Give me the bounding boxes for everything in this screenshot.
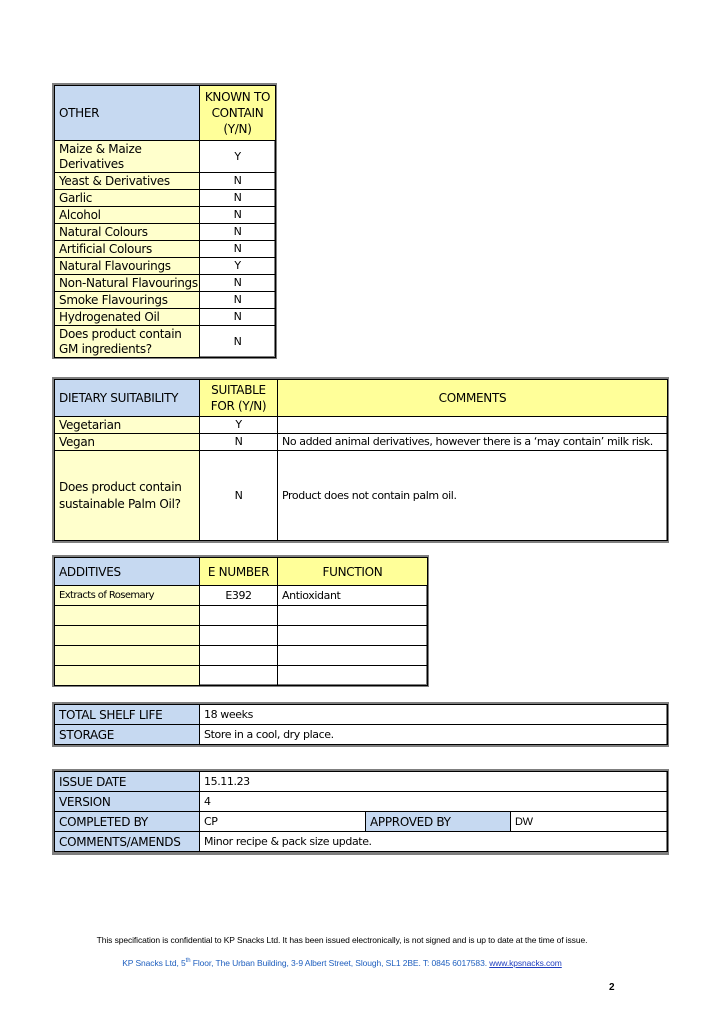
additive-row-enumber bbox=[200, 606, 278, 626]
additive-row-label bbox=[55, 646, 200, 666]
additive-row-function bbox=[278, 626, 428, 646]
additive-row-enumber bbox=[200, 666, 278, 686]
issue-date-value: 15.11.23 bbox=[200, 772, 668, 792]
completed-by-label: COMPLETED BY bbox=[55, 812, 200, 832]
dietary-row-value: N bbox=[200, 434, 278, 451]
shelf-life-table bbox=[52, 702, 669, 747]
additive-row-label bbox=[55, 626, 200, 646]
dietary-row-comment: Product does not contain palm oil. bbox=[278, 451, 668, 541]
version-value: 4 bbox=[200, 792, 668, 812]
other-row-value: N bbox=[200, 173, 276, 190]
other-row-value: N bbox=[200, 241, 276, 258]
address-prefix: KP Snacks Ltd, 5 bbox=[122, 958, 186, 968]
approved-by-value: DW bbox=[511, 812, 668, 832]
page-number: 2 bbox=[609, 982, 615, 993]
additive-row-function bbox=[278, 646, 428, 666]
other-row-value: N bbox=[200, 275, 276, 292]
storage-label: STORAGE bbox=[55, 725, 200, 745]
address-superscript: th bbox=[185, 958, 191, 965]
dietary-row-label: Does product contain sustainable Palm Oil? bbox=[55, 451, 200, 541]
other-row-label: Smoke Flavourings bbox=[55, 292, 200, 309]
additive-row-label: Extracts of Rosemary bbox=[55, 586, 200, 606]
other-row-label: Artificial Colours bbox=[55, 241, 200, 258]
other-row-value: N bbox=[200, 207, 276, 224]
additive-row-label bbox=[55, 606, 200, 626]
storage-value: Store in a cool, dry place. bbox=[200, 725, 668, 745]
other-row-value: N bbox=[200, 326, 276, 358]
dietary-row-label: Vegetarian bbox=[55, 417, 200, 434]
other-row-label: Natural Colours bbox=[55, 224, 200, 241]
other-row-label: Does product contain GM ingredients? bbox=[55, 326, 200, 358]
company-address bbox=[0, 958, 684, 968]
issue-table bbox=[52, 769, 669, 855]
other-row-label: Maize & Maize Derivatives bbox=[55, 141, 200, 173]
additives-header-function: FUNCTION bbox=[278, 558, 428, 586]
other-header-label: OTHER bbox=[55, 86, 200, 141]
other-row-value: Y bbox=[200, 141, 276, 173]
version-label: VERSION bbox=[55, 792, 200, 812]
dietary-row-value: Y bbox=[200, 417, 278, 434]
other-row-value: N bbox=[200, 224, 276, 241]
other-row-label: Natural Flavourings bbox=[55, 258, 200, 275]
additive-row-label bbox=[55, 666, 200, 686]
other-row-value: N bbox=[200, 190, 276, 207]
shelf-life-label: TOTAL SHELF LIFE bbox=[55, 705, 200, 725]
other-header-value: KNOWN TO CONTAIN (Y/N) bbox=[200, 86, 276, 141]
additives-header-label: ADDITIVES bbox=[55, 558, 200, 586]
shelf-life-value: 18 weeks bbox=[200, 705, 668, 725]
dietary-header-comments: COMMENTS bbox=[278, 380, 668, 417]
comments-amends-label: COMMENTS/AMENDS bbox=[55, 832, 200, 852]
dietary-table bbox=[52, 377, 669, 543]
other-row-label: Non-Natural Flavourings bbox=[55, 275, 200, 292]
additive-row-enumber bbox=[200, 626, 278, 646]
issue-date-label: ISSUE DATE bbox=[55, 772, 200, 792]
additives-header-enumber: E NUMBER bbox=[200, 558, 278, 586]
address-suffix: Floor, The Urban Building, 3-9 Albert Street, Slough, SL1 2BE. T: 0845 6017583. bbox=[190, 958, 490, 968]
dietary-row-value: N bbox=[200, 451, 278, 541]
other-row-value: N bbox=[200, 309, 276, 326]
other-row-label: Hydrogenated Oil bbox=[55, 309, 200, 326]
additives-table bbox=[52, 555, 429, 687]
completed-by-value: CP bbox=[200, 812, 366, 832]
other-row-label: Garlic bbox=[55, 190, 200, 207]
additive-row-function bbox=[278, 606, 428, 626]
dietary-header-value: SUITABLE FOR (Y/N) bbox=[200, 380, 278, 417]
additive-row-enumber bbox=[200, 646, 278, 666]
additive-row-enumber: E392 bbox=[200, 586, 278, 606]
additive-row-function: Antioxidant bbox=[278, 586, 428, 606]
approved-by-label: APPROVED BY bbox=[366, 812, 511, 832]
dietary-row-comment: No added animal derivatives, however there is a ‘may contain’ milk risk. bbox=[278, 434, 668, 451]
dietary-row-label: Vegan bbox=[55, 434, 200, 451]
other-table bbox=[52, 83, 277, 359]
dietary-row-comment bbox=[278, 417, 668, 434]
other-row-label: Alcohol bbox=[55, 207, 200, 224]
website-link[interactable]: www.kpsnacks.com bbox=[489, 958, 562, 968]
confidentiality-note: This specification is confidential to KP Snacks Ltd. It has been issued electronically, is not signed and is up to date at the time of issue. bbox=[96, 935, 588, 945]
additive-row-function bbox=[278, 666, 428, 686]
other-row-value: N bbox=[200, 292, 276, 309]
comments-amends-value: Minor recipe & pack size update. bbox=[200, 832, 668, 852]
other-row-value: Y bbox=[200, 258, 276, 275]
other-row-label: Yeast & Derivatives bbox=[55, 173, 200, 190]
dietary-header-label: DIETARY SUITABILITY bbox=[55, 380, 200, 417]
